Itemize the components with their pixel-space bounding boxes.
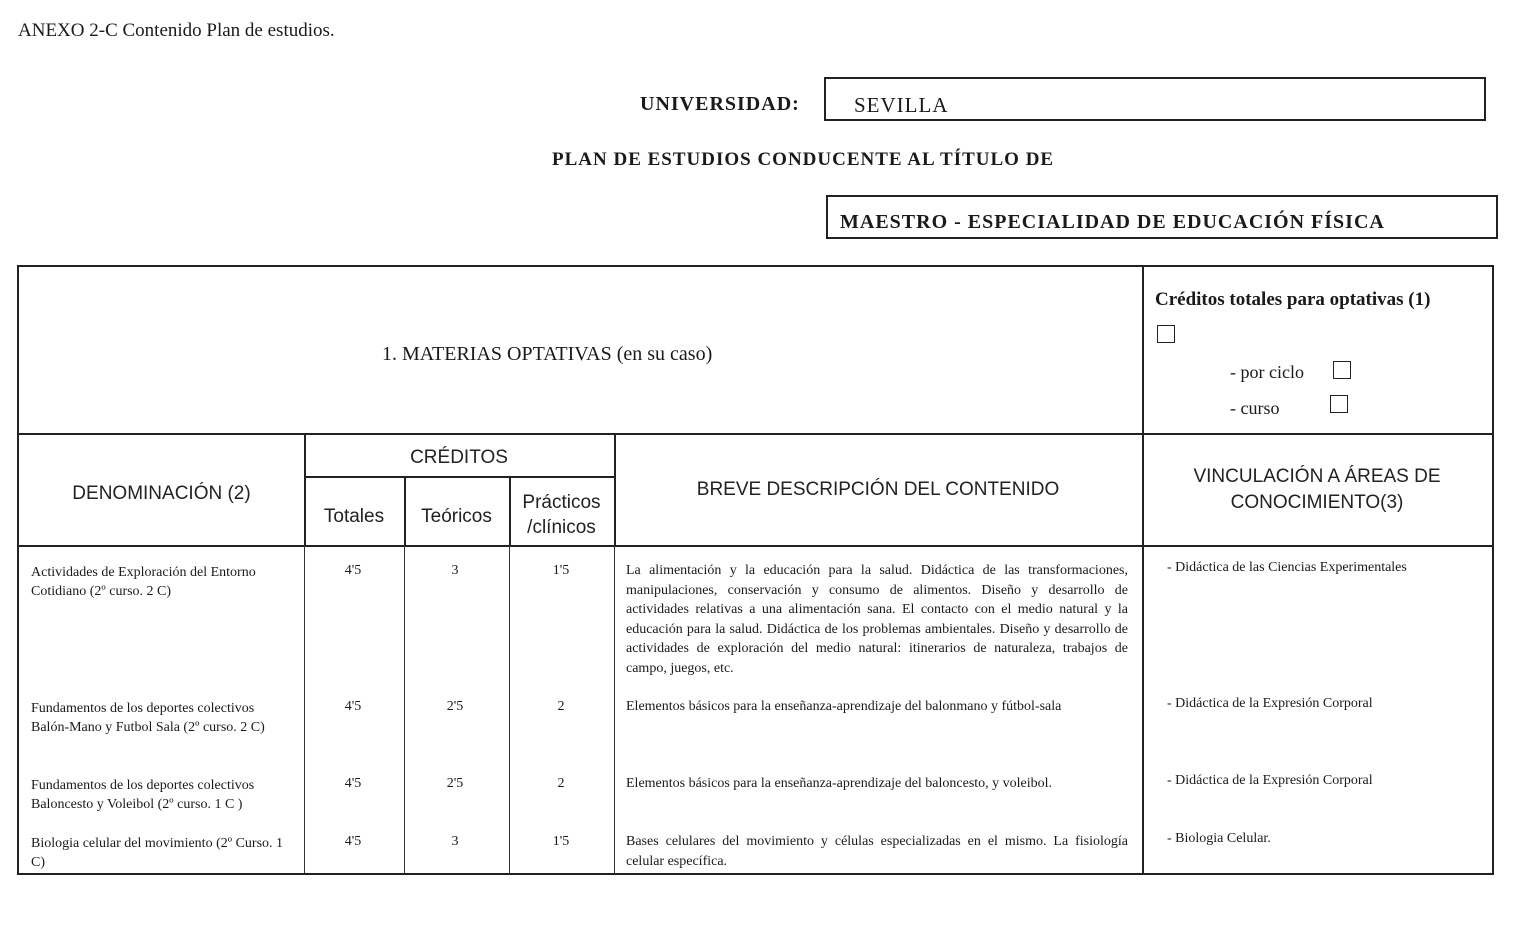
row-3-area: - Didáctica de la Expresión Corporal	[1167, 773, 1373, 788]
row-4-totales: 4'5	[344, 834, 362, 849]
divider	[304, 545, 305, 873]
divider	[304, 476, 614, 478]
row-1-description: La alimentación y la educación para la salud. Didáctica de las transformaciones, manipulaciones, conservación y consumo de alimentos. Diseño y desarrollo de actividades relativas a una alimentación sana. El contacto con el medio natural y la educación para la salud. Didáctica de los problemas ambientales. Diseño y desarrollo de actividades de exploración del medio natural: itinerarios de naturaleza, trabajos de campo, juegos, etc.	[626, 563, 1128, 676]
row-1-name: Actividades de Exploración del Entorno Cotidiano (2º curso. 2 C)	[31, 565, 256, 599]
degree-title-box	[826, 195, 1498, 239]
column-header-teoricos: Teóricos	[421, 506, 492, 527]
divider	[509, 545, 510, 873]
curso-checkbox[interactable]	[1330, 395, 1348, 413]
row-3-teoricos: 2'5	[446, 776, 464, 791]
column-header-descripcion: BREVE DESCRIPCIÓN DEL CONTENIDO	[696, 479, 1060, 500]
divider	[1142, 267, 1144, 873]
column-header-totales: Totales	[323, 506, 385, 527]
column-header-practicos: Prácticos	[522, 492, 601, 513]
section-title: 1. MATERIAS OPTATIVAS (en su caso)	[382, 343, 713, 365]
credits-total-checkbox[interactable]	[1157, 325, 1175, 343]
degree-title: MAESTRO - ESPECIALIDAD DE EDUCACIÓN FÍSICA	[840, 211, 1385, 233]
divider	[19, 433, 1492, 435]
row-2-totales: 4'5	[344, 699, 362, 714]
university-label: UNIVERSIDAD:	[640, 93, 800, 115]
divider	[19, 545, 1492, 547]
row-3-totales: 4'5	[344, 776, 362, 791]
row-4-area: - Biologia Celular.	[1167, 831, 1271, 846]
row-1-area: - Didáctica de las Ciencias Experimentales	[1167, 560, 1407, 575]
row-2-teoricos: 2'5	[446, 699, 464, 714]
optional-credits-label: Créditos totales para optativas (1)	[1155, 289, 1431, 310]
row-1-teoricos: 3	[451, 563, 459, 578]
row-2-description: Elementos básicos para la enseñanza-aprendizaje del balonmano y fútbol-sala	[626, 699, 1062, 714]
optional-subjects-table	[17, 265, 1494, 875]
row-2-name: Fundamentos de los deportes colectivos Balón-Mano y Futbol Sala (2º curso. 2 C)	[31, 701, 265, 735]
por-ciclo-label: - por ciclo	[1230, 362, 1304, 382]
university-box	[824, 77, 1486, 121]
row-4-name: Biologia celular del movimiento (2º Curso. 1 C)	[31, 836, 284, 870]
por-ciclo-checkbox[interactable]	[1333, 361, 1351, 379]
column-header-conocimiento: CONOCIMIENTO(3)	[1230, 492, 1404, 513]
column-header-denominacion: DENOMINACIÓN (2)	[72, 483, 251, 504]
row-1-practicos: 1'5	[552, 563, 570, 578]
row-4-teoricos: 3	[451, 834, 459, 849]
column-header-vinculacion: VINCULACIÓN A ÁREAS DE	[1193, 466, 1441, 487]
plan-heading: PLAN DE ESTUDIOS CONDUCENTE AL TÍTULO DE	[552, 149, 1055, 170]
row-3-description: Elementos básicos para la enseñanza-aprendizaje del baloncesto, y voleibol.	[626, 776, 1053, 791]
row-1-totales: 4'5	[344, 563, 362, 578]
column-header-clinicos: /clínicos	[527, 517, 596, 538]
annex-title: ANEXO 2-C Contenido Plan de estudios.	[18, 20, 335, 41]
divider	[614, 545, 615, 873]
row-4-description: Bases celulares del movimiento y células especializadas en el mismo. La fisiología celular específica.	[626, 834, 1128, 869]
row-4-practicos: 1'5	[552, 834, 570, 849]
row-3-practicos: 2	[557, 776, 565, 791]
row-2-area: - Didáctica de la Expresión Corporal	[1167, 696, 1373, 711]
row-2-practicos: 2	[557, 699, 565, 714]
university-value: SEVILLA	[854, 93, 949, 117]
divider	[404, 545, 405, 873]
curso-label: - curso	[1230, 398, 1280, 418]
row-3-name: Fundamentos de los deportes colectivos Baloncesto y Voleibol (2º curso. 1 C )	[31, 778, 255, 812]
column-header-creditos: CRÉDITOS	[410, 447, 508, 468]
